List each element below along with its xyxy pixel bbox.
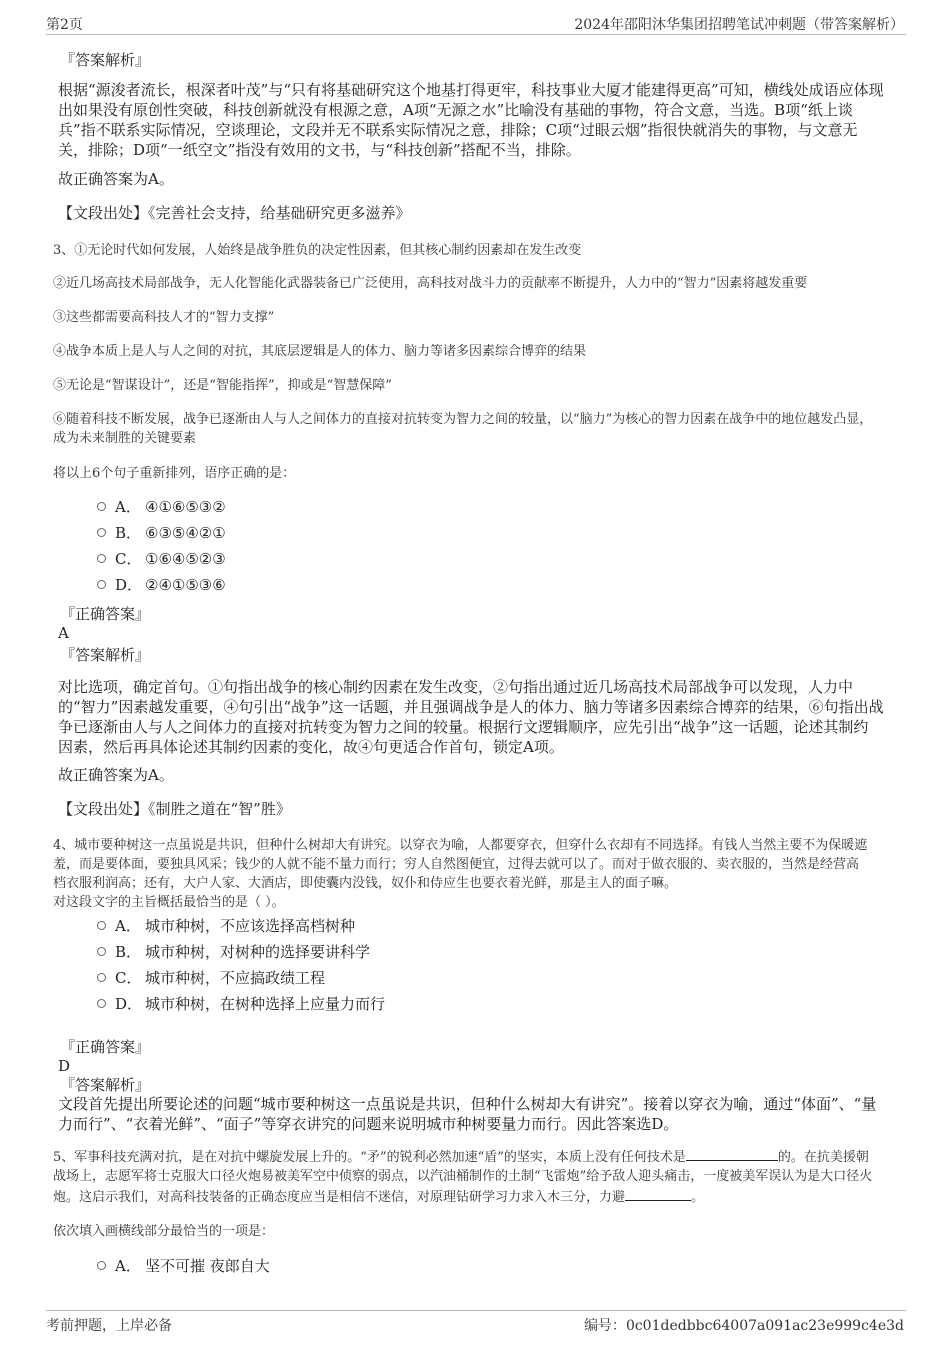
q2-analysis-line: 根据“源浚者流长，根深者叶茂”与“只有将基础研究这个地基打得更牢，科技事业大厦才能建得更高”可知，横线处成语应体现 (58, 81, 884, 99)
q4-analysis-label: 『答案解析』 (60, 1076, 151, 1094)
document-code-label: 编号： (583, 1318, 626, 1334)
q4-analysis-line: 力而行”、“衣着光鲜”、“面子”等穿衣讲究的问题来说明城市种树要量力而行。因此答案选D。 (58, 1115, 679, 1133)
q3-sentence-2: ②近几场高技术局部战争，无人化智能化武器装备已广泛使用，高科技对战斗力的贡献率不断提升，人力中的“智力”因素将越发重要 (53, 276, 808, 291)
header-divider (46, 34, 906, 35)
q2-analysis-line: 关，排除；D项“一纸空文”指没有效用的文书，与“科技创新”搭配不当，排除。 (58, 141, 581, 159)
q2-analysis-label: 『答案解析』 (60, 51, 151, 69)
option-letter: C． (115, 550, 142, 568)
q3-sentence-6 (53, 410, 913, 448)
q3-sentence-3: ③这些都需要高科技人才的“智力支撑” (53, 310, 275, 325)
q2-analysis-line: 出如果没有原创性突破，科技创新就没有根源之意，A项“无源之水”比喻没有基础的事物，符合文意，当选。B项“纸上谈 (58, 101, 853, 119)
option-text: 坚不可摧 夜郎自大 (145, 1257, 270, 1275)
q5-stem-text: 。 (691, 1190, 705, 1205)
q3-prompt: 将以上6个句子重新排列，语序正确的是： (53, 466, 296, 481)
option-text: 城市种树，不应该选择高档树种 (145, 917, 356, 935)
q5-stem-line: 战场上，志愿军将士克服大口径火炮易被美军空中侦察的弱点，以汽油桶制作的土制“飞雷炮”给予敌人迎头痛击，一度被美军误认为是大口径火 (53, 1169, 873, 1184)
q3-sentence-6-line: ⑥随着科技不断发展，战争已逐渐由人与人之间体力的直接对抗转变为智力之间的较量，以“脑力”为核心的智力因素在战争中的地位越发凸显， (53, 412, 873, 427)
footer-divider (46, 1310, 906, 1311)
footer-slogan: 考前押题，上岸必备 (46, 1318, 172, 1334)
q3-analysis-line: 的“智力”因素越发重要，④句引出“战争”这一话题，并且强调战争是人的体力、脑力等诸多因素综合博弈的结果，⑥句指出战 (58, 698, 884, 716)
radio-icon[interactable] (97, 999, 106, 1008)
q5-stem-line (53, 1146, 923, 1167)
radio-icon[interactable] (97, 502, 106, 511)
radio-icon[interactable] (97, 921, 106, 930)
q3-sentence-1: 3、①无论时代如何发展，人始终是战争胜负的决定性因素，但其核心制约因素却在发生改变 (53, 243, 582, 258)
option-text: 城市种树，在树种选择上应量力而行 (145, 995, 386, 1013)
q4-stem-line: 羞，而是要体面，要独具风采；钱少的人就不能不量力而行；穷人自然图便宜，过得去就可以了。而对于做衣服的、卖衣服的，当然是经营高 (53, 857, 860, 872)
option-letter: B． (115, 943, 142, 961)
q5-stem (53, 1146, 923, 1207)
option-text: ④①⑥⑤③② (145, 498, 226, 516)
q4-stem-line: 档衣服利润高；还有，大户人家、大酒店，即使囊内没钱，奴仆和侍应生也要衣着光鲜，那是主人的面子嘛。 (53, 876, 678, 891)
fill-blank (625, 1186, 691, 1201)
q2-source: 【文段出处】《完善社会支持，给基础研究更多滋养》 (58, 204, 411, 222)
document-code (584, 1315, 904, 1335)
q5-stem-text: 的。在抗美援朝 (777, 1150, 869, 1165)
q3-analysis (58, 677, 908, 757)
q3-answer-label: 『正确答案』 (60, 605, 151, 623)
q5-stem-text: 炮。这启示我们，对高科技装备的正确态度应当是相信不迷信，对原理钻研学习力求入木三分，力避 (53, 1190, 626, 1205)
q3-conclusion: 故正确答案为A。 (58, 766, 174, 784)
q3-sentence-6-line: 成为未来制胜的关键要素 (53, 431, 197, 446)
option-letter: A． (115, 917, 141, 935)
document-code-value: 0c01dedbbc64007a091ac23e999c4e3d (625, 1318, 904, 1334)
q2-analysis (58, 80, 908, 160)
q3-analysis-line: 因素，然后再具体论述其制约因素的变化，故④句更适合作首句，锁定A项。 (58, 738, 564, 756)
q3-analysis-line: 对比选项，确定首句。①句指出战争的核心制约因素在发生改变，②句指出通过近几场高技术局部战争可以发现，人力中 (58, 678, 854, 696)
option-letter: B． (115, 524, 142, 542)
option-text: ⑥③⑤④②① (145, 524, 226, 542)
radio-icon[interactable] (97, 528, 106, 537)
q5-stem-text: 5、军事科技充满对抗，是在对抗中螺旋发展上升的。“矛”的锐利必然加速“盾”的坚实，本质上没有任何技术是 (53, 1150, 686, 1165)
q4-answer-label: 『正确答案』 (60, 1038, 151, 1056)
radio-icon[interactable] (97, 554, 106, 563)
option-text: ②④①⑤③⑥ (145, 576, 226, 594)
option-letter: D． (115, 995, 143, 1013)
q4-answer: D (58, 1057, 71, 1075)
q2-analysis-line: 兵”指不联系实际情况，空谈理论，文段并无不联系实际情况之意，排除；C项“过眼云烟”指很快就消失的事物，与文意无 (58, 121, 858, 139)
page-number: 第2页 (46, 17, 83, 33)
q3-sentence-5: ⑤无论是“智谋设计”，还是“智能指挥”，抑或是“智慧保障” (53, 378, 392, 393)
option-letter: A． (115, 1257, 141, 1275)
option-letter: A． (115, 498, 141, 516)
option-letter: C． (115, 969, 142, 987)
option-letter: D． (115, 576, 143, 594)
q4-stem-line: 4、城市要种树这一点虽说是共识，但种什么树却大有讲究。以穿衣为喻，人都要穿衣，但穿什么衣却有不同选择。有钱人当然主要不为保暖遮 (53, 838, 868, 853)
q3-analysis-line: 争已逐渐由人与人之间体力的直接对抗转变为智力之间的较量。根据行文逻辑顺序，应先引出“战争”这一话题，论述其制约 (58, 718, 869, 736)
q5-prompt: 依次填入画横线部分最恰当的一项是： (53, 1224, 275, 1239)
q2-conclusion: 故正确答案为A。 (58, 170, 174, 188)
q3-source: 【文段出处】《制胜之道在“智”胜》 (58, 800, 291, 818)
q4-analysis-line: 文段首先提出所要论述的问题“城市要种树这一点虽说是共识，但种什么树却大有讲究”。接着以穿衣为喻，通过“体面”、“量 (58, 1095, 877, 1113)
document-title: 2024年邵阳沐华集团招聘笔试冲刺题（带答案解析） (574, 17, 904, 33)
q4-stem-line: 对这段文字的主旨概括最恰当的是（ ）。 (53, 895, 285, 910)
radio-icon[interactable] (97, 580, 106, 589)
q3-analysis-label: 『答案解析』 (60, 646, 151, 664)
q3-sentence-4: ④战争本质上是人与人之间的对抗，其底层逻辑是人的体力、脑力等诸多因素综合博弈的结果 (53, 344, 587, 359)
fill-blank (686, 1146, 778, 1161)
radio-icon[interactable] (97, 973, 106, 982)
q4-stem (53, 836, 913, 912)
radio-icon[interactable] (97, 947, 106, 956)
q5-stem-line (53, 1186, 923, 1207)
option-text: ①⑥④⑤②③ (145, 550, 226, 568)
option-text: 城市种树，对树种的选择要讲科学 (145, 943, 371, 961)
q3-answer: A (58, 624, 69, 642)
radio-icon[interactable] (97, 1261, 106, 1270)
q4-analysis (58, 1094, 908, 1134)
option-text: 城市种树，不应搞政绩工程 (145, 969, 326, 987)
